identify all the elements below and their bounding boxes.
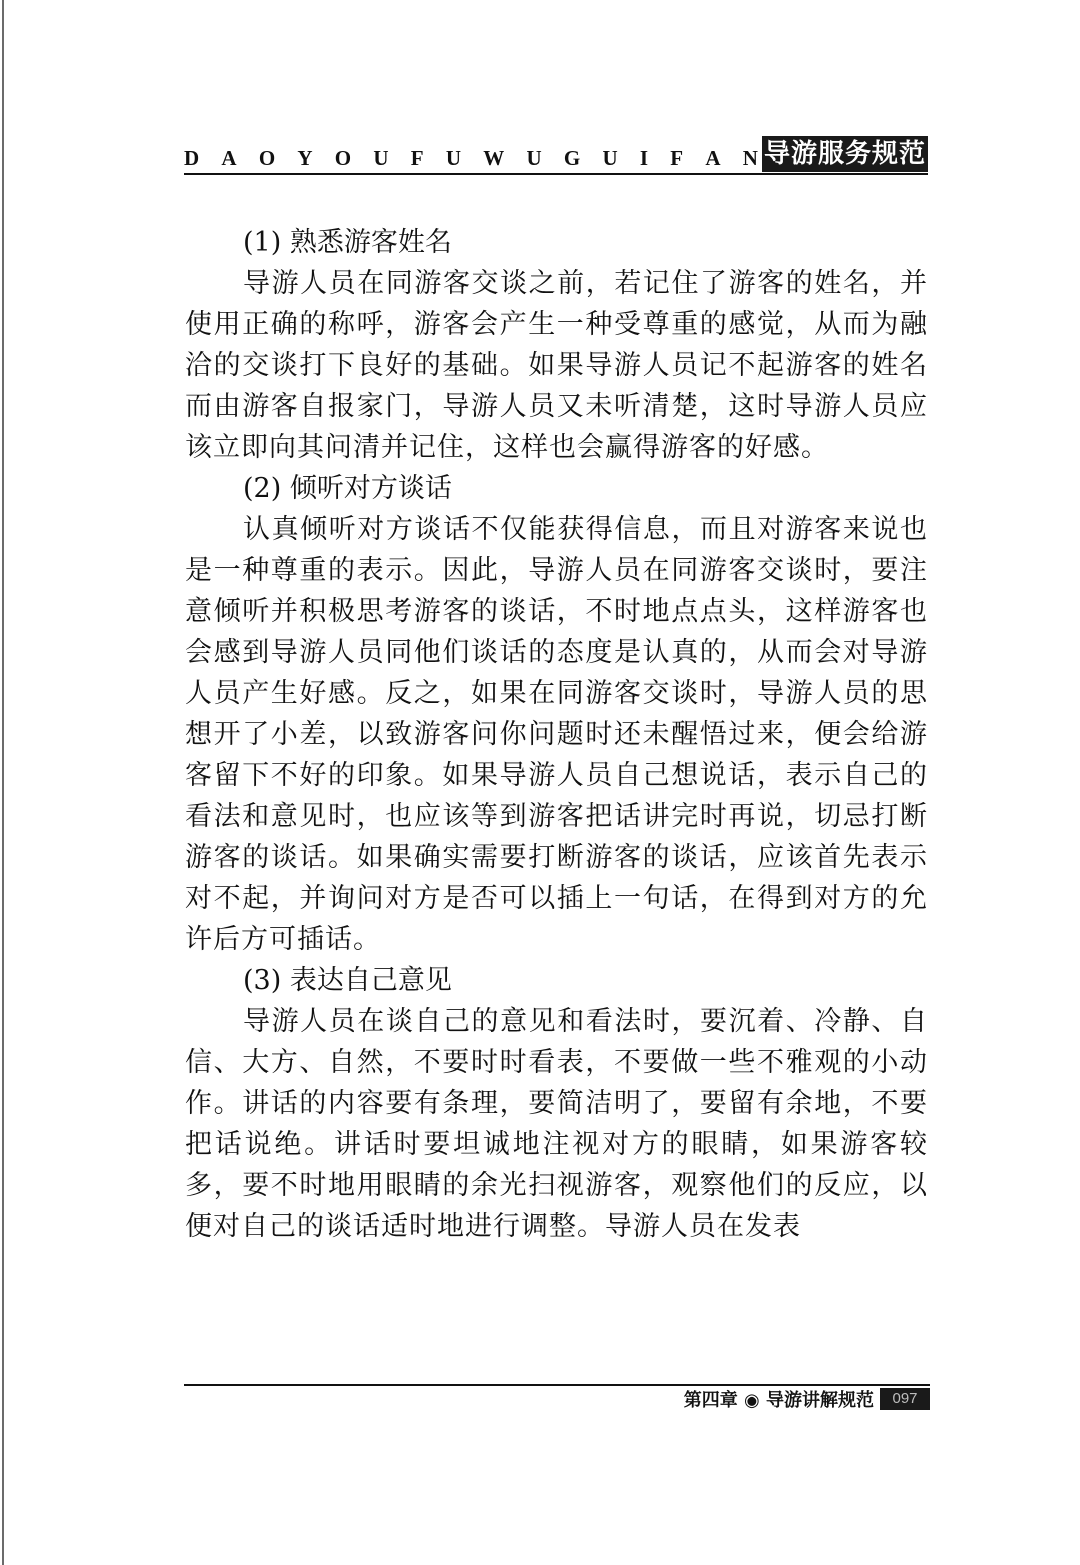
header-letter: U [526, 146, 542, 170]
header-pinyin [184, 146, 758, 170]
section-paragraph-3: 导游人员在谈自己的意见和看法时，要沉着、冷静、自信、大方、自然，不要时时看表，不要做一些不雅观的小动作。讲话的内容要有条理，要简洁明了，要留有余地，不要把话说绝。讲话时要坦诚地注视对方的眼睛，如果游客较多，要不时地用眼睛的余光扫视游客，观察他们的反应，以便对自己的谈话适时地进行调整。导游人员在发表 [185, 1006, 928, 1242]
header-letter: A [705, 146, 721, 170]
footer-chapter-title: 第四章 ◉ 导游讲解规范 [683, 1390, 874, 1411]
header-letter: D [184, 146, 200, 170]
header-letter: Y [297, 146, 313, 170]
header-title: 导游服务规范 [762, 136, 928, 172]
section-heading-3: (3) 表达自己意见 [243, 965, 452, 996]
header-letter: F [670, 146, 684, 170]
header-letter: N [742, 146, 758, 170]
footer-rule [184, 1384, 930, 1386]
page-body [185, 222, 928, 1247]
section-heading-2: (2) 倾听对方谈话 [243, 473, 452, 504]
running-footer [184, 1384, 930, 1414]
header-letter: O [334, 146, 352, 170]
running-header [184, 136, 928, 176]
header-letter: U [373, 146, 389, 170]
header-letter: W [483, 146, 505, 170]
header-letter: O [258, 146, 276, 170]
page-number: 097 [880, 1388, 930, 1410]
header-letter: F [410, 146, 424, 170]
header-letter: G [563, 146, 581, 170]
page-edge [2, 0, 4, 1565]
section-paragraph-2: 认真倾听对方谈话不仅能获得信息，而且对游客来说也是一种尊重的表示。因此，导游人员在同游客交谈时，要注意倾听并积极思考游客的谈话，不时地点点头，这样游客也会感到导游人员同他们谈话的态度是认真的，从而会对导游人员产生好感。反之，如果在同游客交谈时，导游人员的思想开了小差，以致游客问你问题时还未醒悟过来，便会给游客留下不好的印象。如果导游人员自己想说话，表示自己的看法和意见时，也应该等到游客把话讲完时再说，切忌打断游客的谈话。如果确实需要打断游客的谈话，应该首先表示对不起，并询问对方是否可以插上一句话，在得到对方的允许后方可插话。 [185, 514, 928, 955]
section-heading-1: (1) 熟悉游客姓名 [243, 227, 452, 258]
header-letter: I [639, 146, 649, 170]
header-letter: A [221, 146, 237, 170]
header-letter: U [445, 146, 462, 170]
header-letter: U [602, 146, 618, 170]
section-paragraph-1: 导游人员在同游客交谈之前，若记住了游客的姓名，并使用正确的称呼，游客会产生一种受尊重的感觉，从而为融洽的交谈打下良好的基础。如果导游人员记不起游客的姓名而由游客自报家门，导游人员又未听清楚，这时导游人员应该立即向其问清并记住，这样也会赢得游客的好感。 [185, 268, 928, 463]
header-rule [184, 173, 928, 175]
